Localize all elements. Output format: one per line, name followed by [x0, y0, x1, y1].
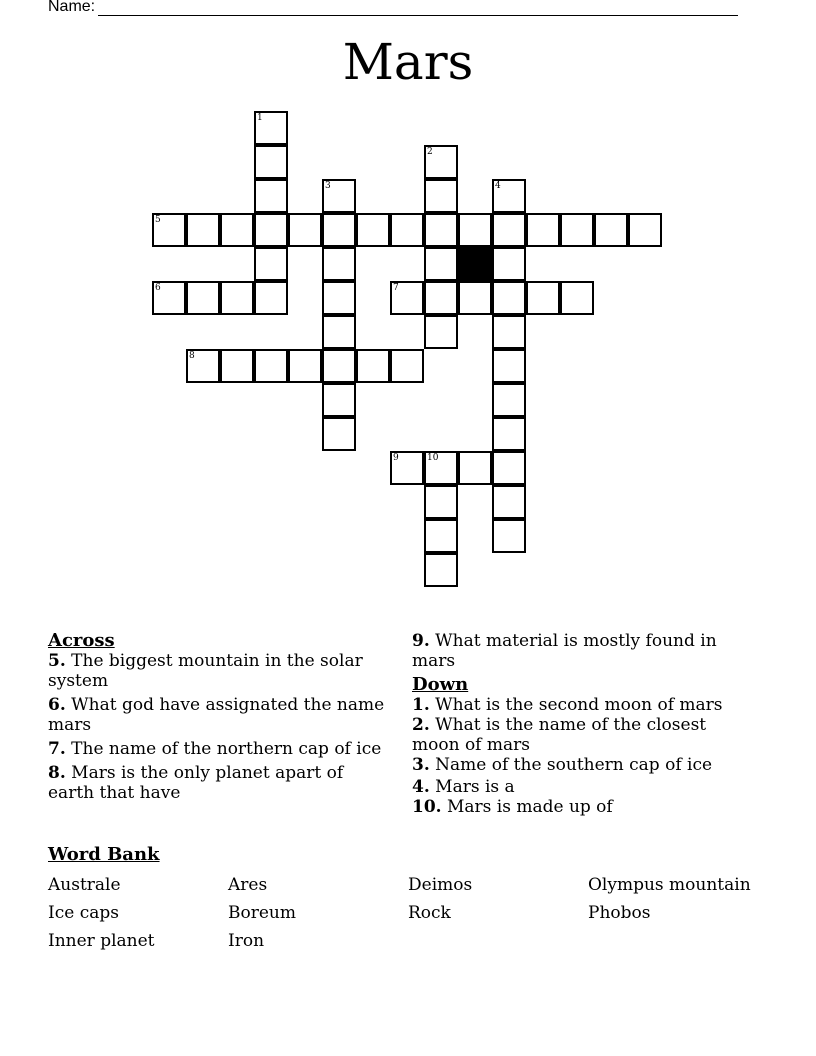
crossword-cell[interactable]: [288, 213, 322, 247]
crossword-cell[interactable]: [492, 281, 526, 315]
crossword-cell[interactable]: [492, 247, 526, 281]
clue-number: 8.: [48, 763, 66, 783]
crossword-cell[interactable]: [356, 213, 390, 247]
crossword-cell[interactable]: [322, 247, 356, 281]
clue-text: Name of the southern cap of ice: [435, 755, 713, 775]
crossword-cell[interactable]: [424, 179, 458, 213]
word-bank-word: Deimos: [408, 875, 473, 895]
clue-text: What is the second moon of mars: [435, 695, 723, 715]
clue-number: 7.: [48, 739, 66, 759]
clue-text: The name of the northern cap of ice: [71, 739, 382, 759]
crossword-cell[interactable]: [322, 213, 356, 247]
clue-text: The biggest mountain in the solar system: [48, 651, 363, 691]
clue-across-5: [48, 651, 388, 691]
clue-number: 5.: [48, 651, 66, 671]
crossword-cell[interactable]: [390, 281, 424, 315]
crossword-cell[interactable]: [424, 213, 458, 247]
crossword-cell[interactable]: [254, 111, 288, 145]
clue-across-8: [48, 763, 388, 803]
crossword-cell[interactable]: [254, 281, 288, 315]
crossword-cell[interactable]: [322, 179, 356, 213]
clue-number: 3.: [412, 755, 430, 775]
crossword-cell[interactable]: [424, 485, 458, 519]
crossword-cell[interactable]: [492, 451, 526, 485]
word-bank-word: Ice caps: [48, 903, 119, 923]
page-title: Mars: [342, 33, 474, 91]
crossword-cell[interactable]: [526, 281, 560, 315]
word-bank-title: Word Bank: [48, 844, 160, 865]
crossword-cell[interactable]: [390, 213, 424, 247]
crossword-cell[interactable]: [492, 213, 526, 247]
crossword-cell[interactable]: [424, 281, 458, 315]
crossword-cell[interactable]: [186, 349, 220, 383]
crossword-cell[interactable]: [492, 417, 526, 451]
crossword-cell[interactable]: [492, 485, 526, 519]
word-bank-word: Inner planet: [48, 931, 155, 951]
cell-number: 10: [427, 453, 439, 463]
crossword-cell[interactable]: [424, 451, 458, 485]
crossword-cell[interactable]: [152, 281, 186, 315]
clue-text: Mars is a: [435, 777, 515, 797]
clue-text: What is the name of the closest moon of mars: [412, 715, 707, 755]
clue-column-right: [412, 631, 752, 821]
crossword-cell[interactable]: [220, 213, 254, 247]
cell-number: 7: [393, 283, 399, 293]
clue-down-3: [412, 755, 752, 775]
across-heading: Across: [48, 630, 115, 651]
crossword-cell[interactable]: [424, 315, 458, 349]
crossword-cell[interactable]: [254, 179, 288, 213]
cell-number: 3: [325, 181, 331, 191]
crossword-cell[interactable]: [186, 281, 220, 315]
clue-across-9: [412, 631, 752, 671]
clue-text: Mars is the only planet apart of earth that have: [48, 763, 344, 803]
down-heading: Down: [412, 674, 469, 695]
cell-number: 2: [427, 147, 433, 157]
crossword-cell[interactable]: [492, 179, 526, 213]
crossword-cell[interactable]: [322, 281, 356, 315]
clue-number: 10.: [412, 797, 442, 817]
crossword-cell[interactable]: [254, 145, 288, 179]
crossword-cell[interactable]: [492, 315, 526, 349]
crossword-cell[interactable]: [152, 213, 186, 247]
name-label: Name:: [48, 0, 96, 15]
crossword-cell[interactable]: [288, 349, 322, 383]
clue-number: 6.: [48, 695, 66, 715]
crossword-cell[interactable]: [322, 349, 356, 383]
cell-number: 1: [257, 113, 263, 123]
word-bank-word: Rock: [408, 903, 451, 923]
clue-down-4: [412, 777, 752, 797]
clue-text: Mars is made up of: [446, 797, 613, 817]
word-bank-word: Olympus mountain: [588, 875, 751, 895]
crossword-cell[interactable]: [220, 281, 254, 315]
clue-number: 9.: [412, 631, 430, 651]
clue-number: 2.: [412, 715, 430, 735]
cell-number: 8: [189, 351, 195, 361]
crossword-cell[interactable]: [356, 349, 390, 383]
crossword-cell[interactable]: [560, 213, 594, 247]
crossword-cell[interactable]: [492, 519, 526, 553]
word-bank-word: Phobos: [588, 903, 651, 923]
crossword-cell[interactable]: [560, 281, 594, 315]
crossword-cell[interactable]: [254, 349, 288, 383]
crossword-cell[interactable]: [322, 383, 356, 417]
word-bank-word: Boreum: [228, 903, 296, 923]
crossword-cell[interactable]: [492, 383, 526, 417]
crossword-cell[interactable]: [254, 213, 288, 247]
word-bank-word: Ares: [228, 875, 268, 895]
cell-number: 9: [393, 453, 399, 463]
clue-down-2: [412, 715, 752, 755]
word-bank-word: Australe: [48, 875, 121, 895]
crossword-cell[interactable]: [254, 247, 288, 281]
crossword-cell[interactable]: [390, 451, 424, 485]
clue-text: What material is mostly found in mars: [412, 631, 717, 671]
crossword-cell[interactable]: [628, 213, 662, 247]
word-bank-word: Iron: [228, 931, 265, 951]
crossword-cell[interactable]: [492, 349, 526, 383]
crossword-cell[interactable]: [458, 213, 492, 247]
crossword-cell[interactable]: [594, 213, 628, 247]
crossword-cell[interactable]: [390, 349, 424, 383]
crossword-cell[interactable]: [458, 451, 492, 485]
cell-number: 5: [155, 215, 161, 225]
crossword-cell[interactable]: [424, 247, 458, 281]
crossword-cell[interactable]: [424, 145, 458, 179]
crossword-cell[interactable]: [322, 417, 356, 451]
black-square: [458, 247, 492, 281]
crossword-cell[interactable]: [424, 519, 458, 553]
crossword-cell[interactable]: [458, 281, 492, 315]
cell-number: 4: [495, 181, 501, 191]
crossword-cell[interactable]: [424, 553, 458, 587]
crossword-cell[interactable]: [220, 349, 254, 383]
clue-text: What god have assignated the name mars: [48, 695, 385, 735]
clue-number: 4.: [412, 777, 430, 797]
clue-across-6: [48, 695, 388, 735]
clue-column-left: [48, 631, 388, 807]
clue-down-10: [412, 797, 752, 817]
clue-across-7: [48, 739, 388, 759]
crossword-cell[interactable]: [322, 315, 356, 349]
crossword-cell[interactable]: [526, 213, 560, 247]
clue-down-1: [412, 695, 752, 715]
crossword-cell[interactable]: [186, 213, 220, 247]
clue-number: 1.: [412, 695, 430, 715]
cell-number: 6: [155, 283, 161, 293]
